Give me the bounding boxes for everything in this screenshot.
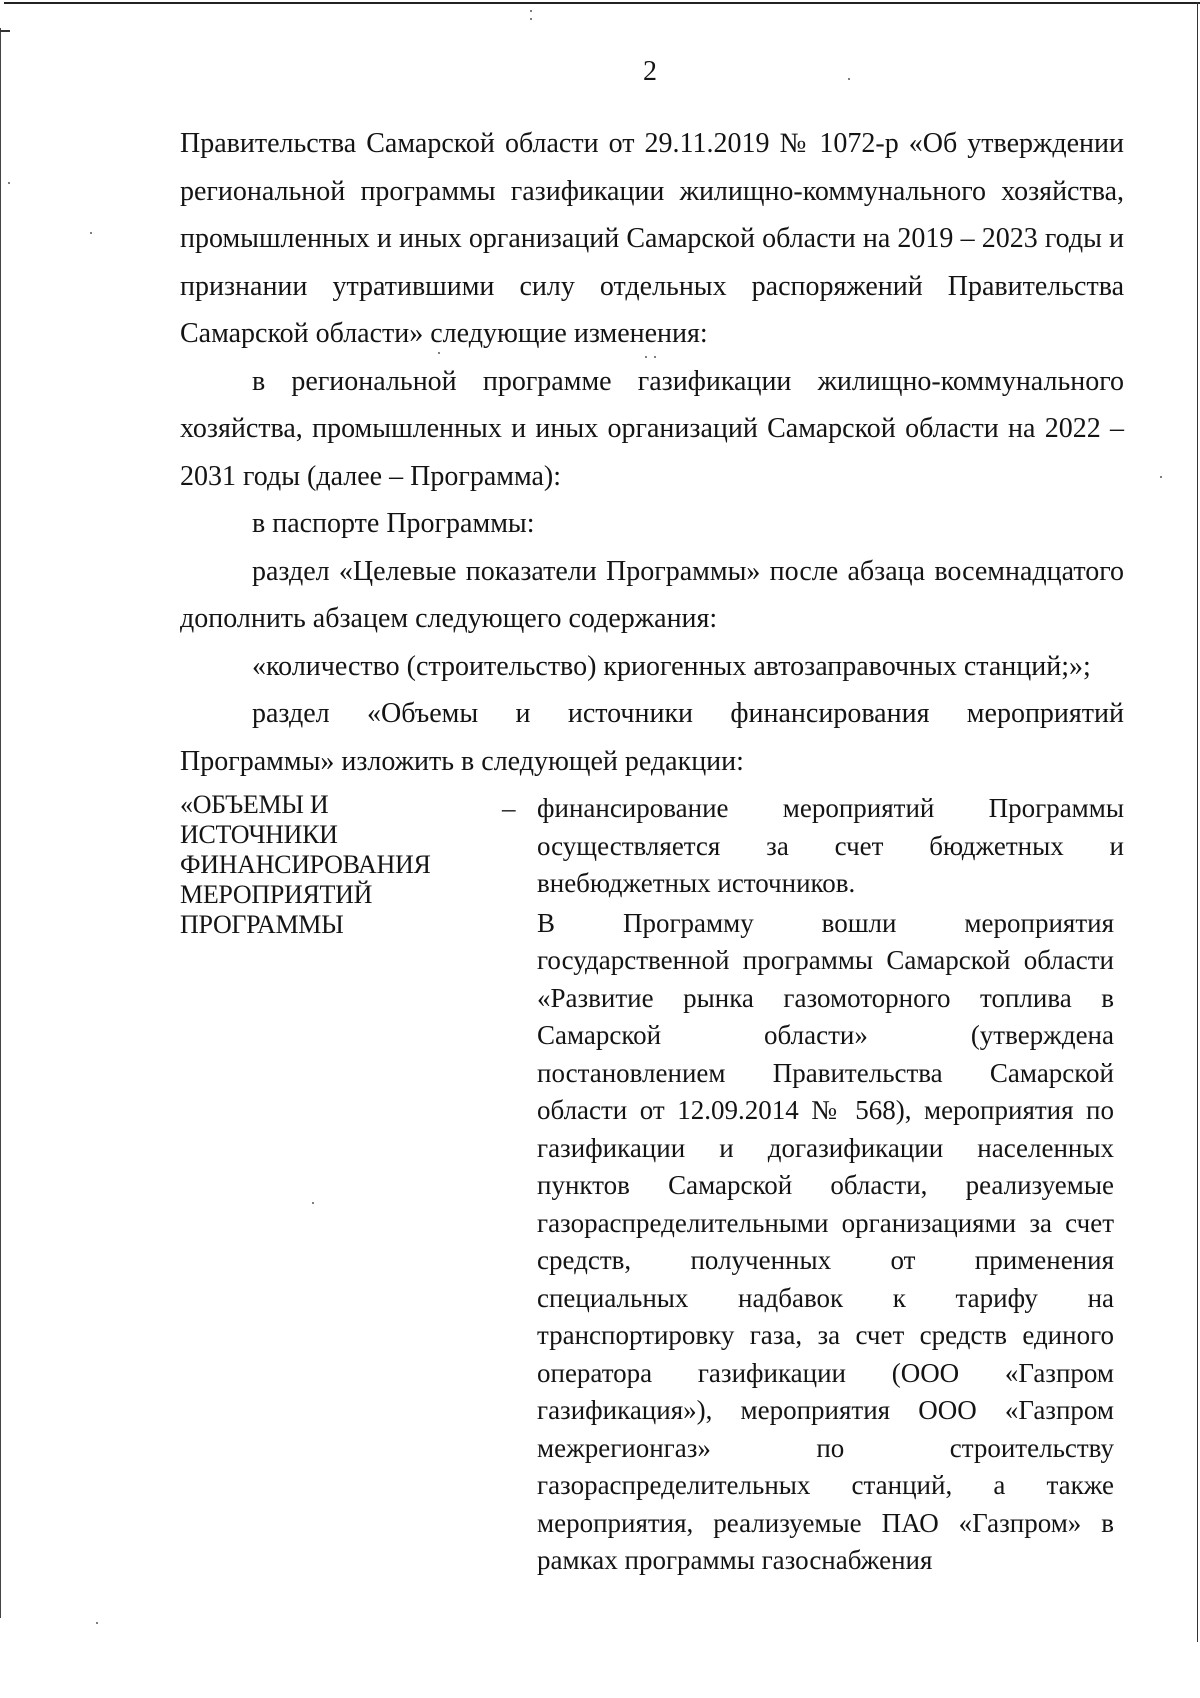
passport-dash: – bbox=[502, 793, 516, 823]
paragraph: Правительства Самарской области от 29.11.2019 № 1072-р «Об утверждении региональной программы газификации жилищно-коммунального хозяйства, промышленных и иных организаций Самарской области на 2019 – 2023 годы и признании утратившими силу отдельных распоряжений Правительства Самарской области» следующие изменения: bbox=[180, 128, 1124, 349]
scan-speck bbox=[1160, 476, 1162, 478]
paragraph: в региональной программе газификации жилищно-коммунального хозяйства, промышленных и иных организаций Самарской области на 2022 – 2031 годы (далее – Программа): bbox=[180, 365, 1124, 492]
scan-border-left bbox=[0, 28, 1, 1618]
scan-speck bbox=[96, 1622, 98, 1624]
passport-paragraph: В Программу вошли мероприятия государственной программы Самарской области «Развитие рынка газомоторного топлива в Самарской области» (утверждена постановлением Правительства Самарской области от 12.09.2014 № 568), мероприятия по газификации и догазификации населенных пунктов Самарской области, реализуемые газораспределительными организациями за счет средств, полученных от применения специальных надбавок к тарифу на транспортировку газа, за счет средств единого оператора газификации (ООО «Газпром газификация»), мероприятия ООО «Газпром межрегионгаз» по строительству газораспределительных станций, а также мероприятия, реализуемые ПАО «Газпром» в рамках программы газоснабжения bbox=[537, 907, 1114, 1575]
scan-border-top bbox=[4, 2, 1200, 4]
scan-speck bbox=[8, 182, 10, 184]
page-number: 2 bbox=[643, 56, 657, 87]
passport-section-label: «ОБЪЕМЫ И ИСТОЧНИКИ ФИНАНСИРОВАНИЯ МЕРОПРИЯТИЙ ПРОГРАММЫ bbox=[180, 790, 431, 939]
paragraph: «количество (строительство) криогенных автозаправочных станций;»; bbox=[252, 650, 1091, 682]
passport-paragraph: финансирование мероприятий Программы осуществляется за счет бюджетных и внебюджетных источников. bbox=[537, 793, 1124, 898]
scan-speck bbox=[530, 10, 532, 12]
scan-speck bbox=[90, 232, 92, 234]
passport-section-text bbox=[537, 790, 1124, 1580]
scan-speck bbox=[312, 1202, 314, 1204]
paragraph: раздел «Целевые показатели Программы» после абзаца восемнадцатого дополнить абзацем следующего содержания: bbox=[180, 555, 1124, 634]
paragraph: в паспорте Программы: bbox=[252, 508, 535, 539]
scan-mark bbox=[0, 30, 10, 32]
paragraph: раздел «Объемы и источники финансирования мероприятий Программы» изложить в следующей редакции: bbox=[180, 698, 1124, 777]
scan-speck bbox=[530, 18, 532, 20]
document-body bbox=[180, 120, 1124, 785]
scan-border-right bbox=[1197, 2, 1198, 1642]
